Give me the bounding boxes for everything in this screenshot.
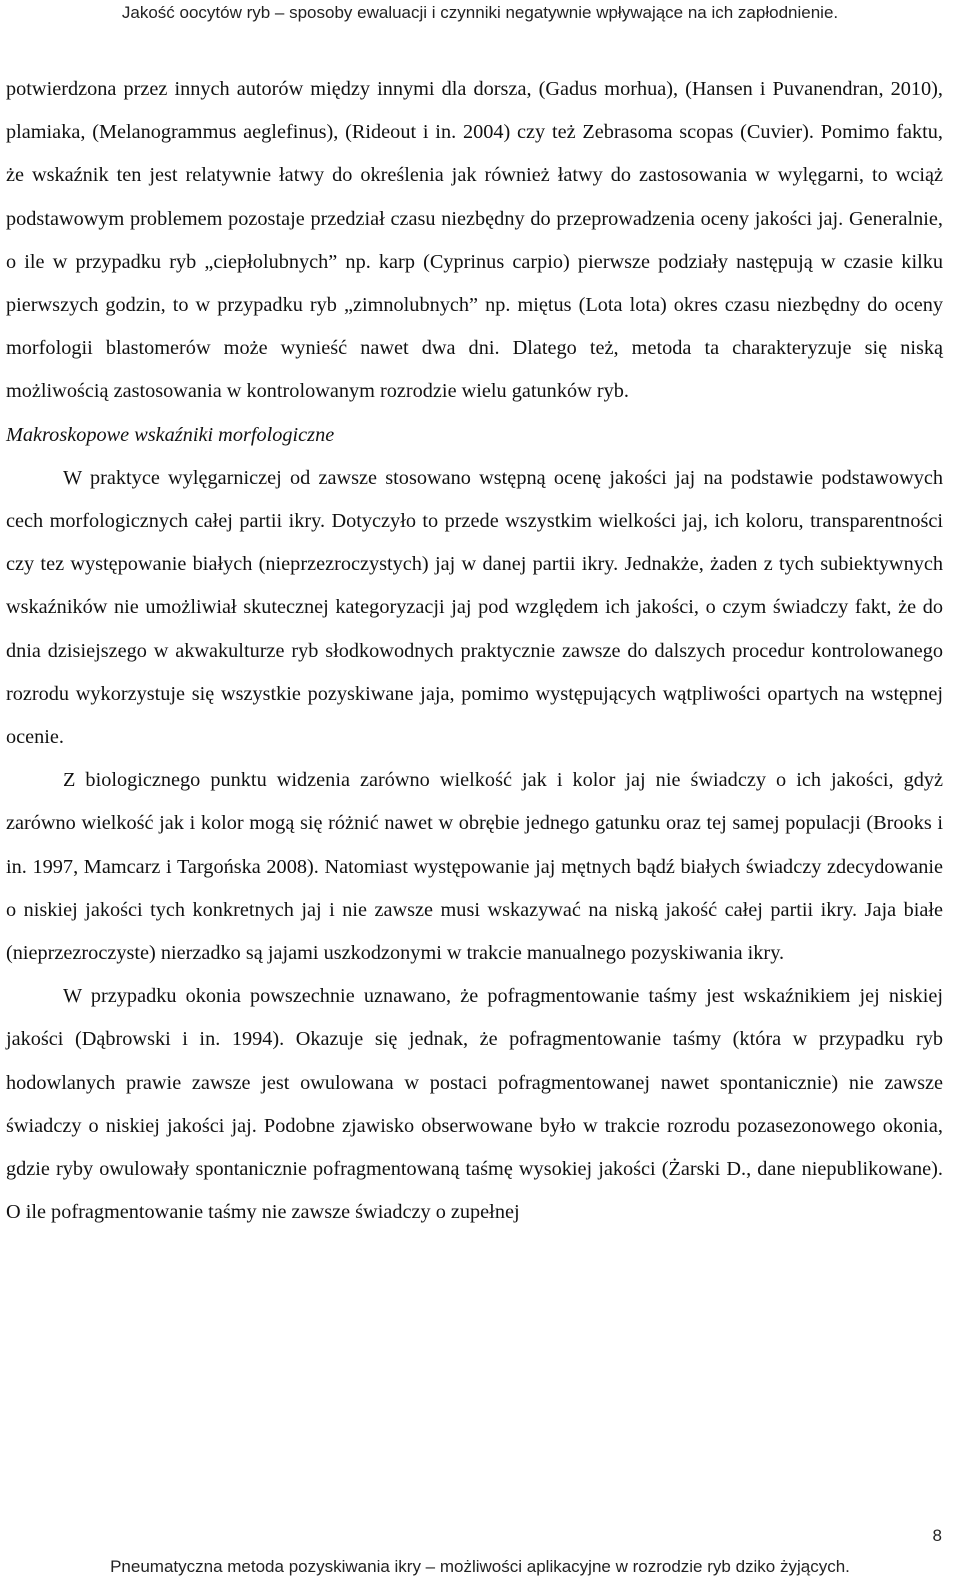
page-content [6, 68, 943, 1234]
body-paragraph: potwierdzona przez innych autorów między innymi dla dorsza, (Gadus morhua), (Hansen i Puvanendran, 2010), plamiaka, (Melanogrammus aeglefinus), (Rideout i in. 2004) czy też Zebrasoma scopas (Cuvier). Pomimo faktu, że wskaźnik ten jest relatywnie łatwy do określenia jak również łatwy do zastosowania w wylęgarni, to wciąż podstawowym problemem pozostaje przedział czasu niezbędny do przeprowadzenia oceny jakości jaj. Generalnie, o ile w przypadku ryb „ciepłolubnych” np. karp (Cyprinus carpio) pierwsze podziały następują w czasie kilku pierwszych godzin, to w przypadku ryb „zimnolubnych” np. miętus (Lota lota) okres czasu niezbędny do oceny morfologii blastomerów może wynieść nawet dwa dni. Dlatego też, metoda ta charakteryzuje się niską możliwością zastosowania w kontrolowanym rozrodzie wielu gatunków ryb. [6, 78, 943, 403]
page-number: 8 [932, 1526, 942, 1545]
section-subheading: Makroskopowe wskaźniki morfologiczne [6, 423, 335, 446]
body-paragraph: W praktyce wylęgarniczej od zawsze stosowano wstępną ocenę jakości jaj na podstawie podstawowych cech morfologicznych całej partii ikry. Dotyczyło to przede wszystkim wielkości jaj, ich koloru, transparentności czy tez występowanie białych (nieprzezroczystych) jaj w danej partii ikry. Jednakże, żaden z tych subiektywnych wskaźników nie umożliwiał skutecznej kategoryzacji jaj pod względem ich jakości, o czym świadczy fakt, że do dnia dzisiejszego w akwakulturze ryb słodkowodnych praktycznie zawsze do dalszych procedur kontrolowanego rozrodu wykorzystuje się wszystkie pozyskiwane jaja, pomimo występujących wątpliwości opartych na wstępnej ocenie. [6, 466, 943, 749]
running-header: Jakość oocytów ryb – sposoby ewaluacji i czynniki negatywnie wpływające na ich zapłodnienie. [121, 3, 839, 22]
body-paragraph: W przypadku okonia powszechnie uznawano, że pofragmentowanie taśmy jest wskaźnikiem jej niskiej jakości (Dąbrowski i in. 1994). Okazuje się jednak, że pofragmentowanie taśmy (która w przypadku ryb hodowlanych prawie zawsze jest owulowana w postaci pofragmentowanej nawet spontanicznie) nie zawsze świadczy o niskiej jakości jaj. Podobne zjawisko obserwowane było w trakcie rozrodu pozasezonowego okonia, gdzie ryby owulowały spontanicznie pofragmentowaną taśmę wysokiej jakości (Żarski D., dane niepublikowane). O ile pofragmentowanie taśmy nie zawsze świadczy o zupełnej [6, 985, 943, 1224]
body-paragraph: Z biologicznego punktu widzenia zarówno wielkość jak i kolor jaj nie świadczy o ich jakości, gdyż zarówno wielkość jak i kolor mogą się różnić nawet w obrębie jednego gatunku oraz tej samej populacji (Brooks i in. 1997, Mamcarz i Targońska 2008). Natomiast występowanie jaj mętnych bądź białych świadczy zdecydowanie o niskiej jakości tych konkretnych jaj i nie zawsze musi wskazywać na niską jakość całej partii ikry. Jaja białe (nieprzezroczyste) nierzadko są jajami uszkodzonymi w trakcie manualnego pozyskiwania ikry. [6, 769, 943, 965]
running-footer: Pneumatyczna metoda pozyskiwania ikry – możliwości aplikacyjne w rozrodzie ryb dziko żyjących. [110, 1557, 850, 1576]
